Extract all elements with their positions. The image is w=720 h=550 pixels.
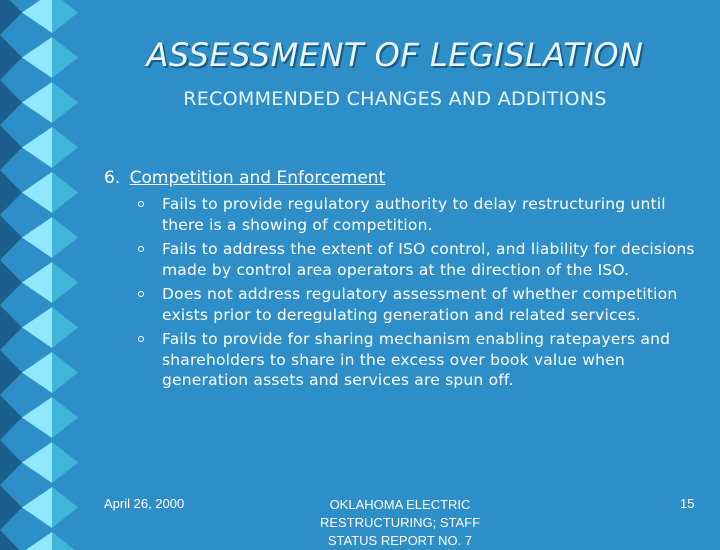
footer-org-line: OKLAHOMA ELECTRIC [329, 497, 471, 512]
bullet-item [130, 329, 710, 391]
footer-org [300, 496, 500, 550]
section-heading: Competition and Enforcement [129, 168, 386, 188]
bullet-text: Fails to provide for sharing mechanism enabling ratepayers and shareholders to share in the excess over book value when generation assets and services are spun off. [162, 330, 671, 389]
bullet-list [130, 194, 710, 395]
bullet-item [130, 194, 710, 235]
section-number: 6. [104, 168, 121, 188]
bullet-icon [138, 246, 144, 252]
page-number: 15 [680, 496, 695, 511]
bullet-item [130, 284, 710, 325]
footer-org-line: STATUS REPORT NO. 7 [327, 533, 473, 548]
bullet-text: Fails to provide regulatory authority to delay restructuring until there is a showing of competition. [162, 195, 666, 234]
bullet-text: Fails to address the extent of ISO control, and liability for decisions made by control area operators at the direction of the ISO. [162, 240, 695, 279]
bullet-icon [138, 291, 144, 297]
slide-title: ASSESSMENT OF LEGISLATION [146, 36, 644, 74]
footer-date: April 26, 2000 [104, 496, 185, 511]
footer-org-line: RESTRUCTURING; STAFF [319, 515, 481, 530]
bullet-text: Does not address regulatory assessment of whether competition exists prior to deregulating generation and related services. [162, 285, 678, 324]
bullet-item [130, 239, 710, 280]
bullet-icon [138, 336, 144, 342]
decorative-border [0, 0, 78, 540]
slide-subtitle: RECOMMENDED CHANGES AND ADDITIONS [183, 88, 607, 110]
bullet-icon [138, 201, 144, 207]
section-heading-row [104, 168, 385, 188]
